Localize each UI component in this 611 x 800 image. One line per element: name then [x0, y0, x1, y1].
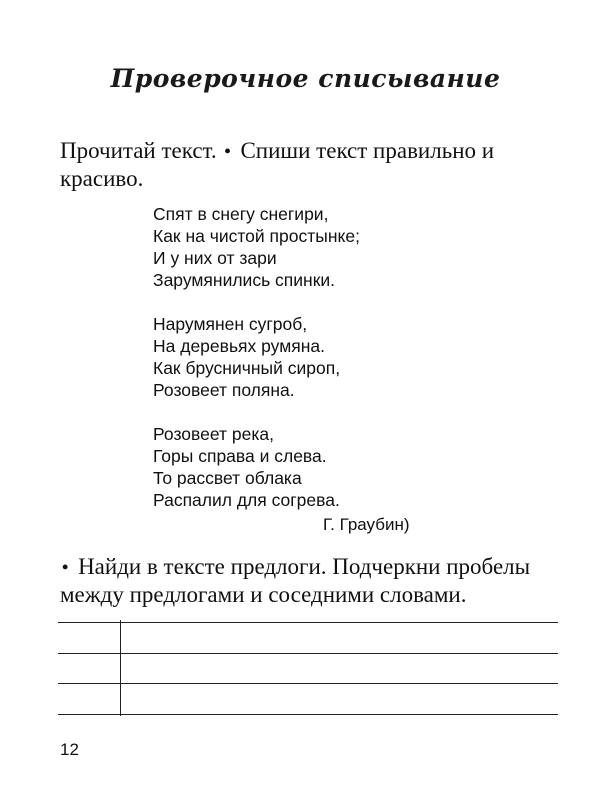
poem-stanza-3	[153, 423, 360, 511]
instruction-read-text: Прочитай текст.	[60, 138, 217, 163]
poem-line: Горы справа и слева.	[153, 446, 327, 466]
writing-lines[interactable]	[58, 620, 558, 716]
poem-author: Г. Граубин)	[323, 515, 410, 534]
poem-line: Как брусничный сироп,	[153, 358, 341, 378]
writing-line	[58, 683, 558, 684]
poem-line: Розовеет поляна.	[153, 380, 295, 400]
poem-line: Спят в снегу снегири,	[153, 204, 329, 224]
poem-line: То рассвет облака	[153, 468, 302, 488]
writing-line	[58, 653, 558, 654]
poem-stanza-1	[153, 203, 360, 291]
poem-line: Как на чистой простынке;	[153, 226, 360, 246]
instruction-prepositions-text: Найди в тексте предлоги. Подчеркни пробелы между предлогами и соседними словами.	[60, 554, 531, 607]
instruction-copy-text: Спиши текст правильно и красиво.	[60, 138, 495, 191]
poem-line: Розовеет река,	[153, 424, 274, 444]
poem-line: Распалил для согрева.	[153, 490, 340, 510]
writing-line	[58, 714, 558, 715]
poem-line: Нарумянен сугроб,	[153, 314, 308, 334]
page-heading: Проверочное списывание	[110, 64, 501, 93]
bullet-icon: •	[224, 141, 231, 161]
poem-line: На деревьях румяна.	[153, 336, 326, 356]
poem-line: И у них от зари	[153, 248, 277, 268]
poem-line: Зарумянились спинки.	[153, 270, 336, 290]
bullet-icon: •	[62, 557, 69, 577]
page-number: 12	[60, 740, 79, 759]
poem-stanza-2	[153, 313, 360, 401]
instruction-read-copy	[60, 137, 580, 193]
margin-line	[120, 620, 121, 716]
writing-line	[58, 622, 558, 623]
poem	[153, 203, 360, 511]
instruction-prepositions	[60, 553, 580, 609]
